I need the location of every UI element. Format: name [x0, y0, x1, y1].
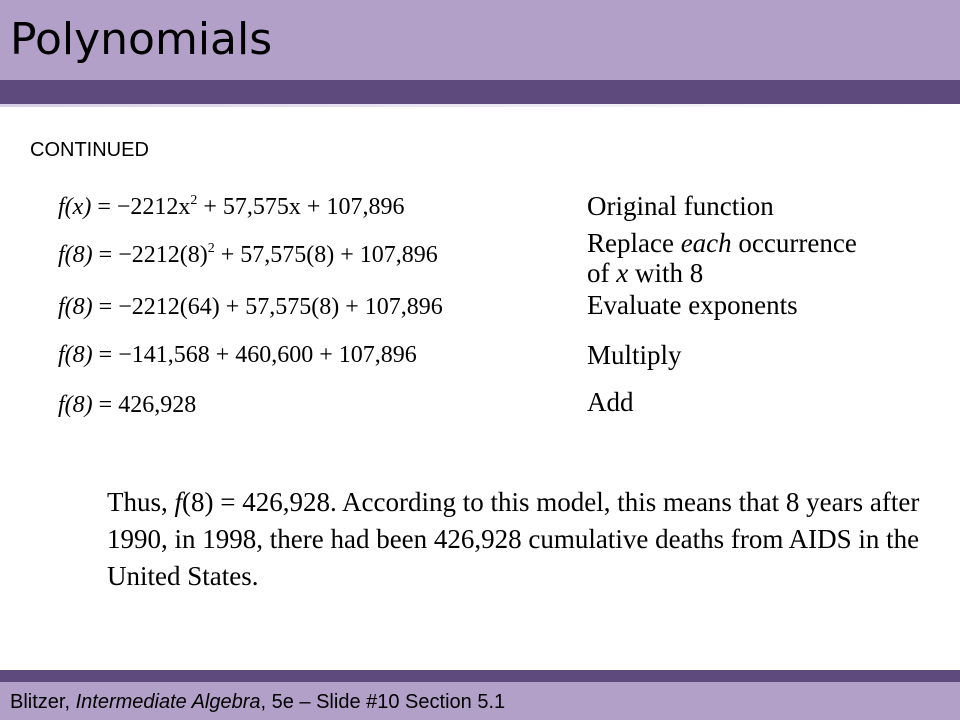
equation-3: [58, 292, 443, 322]
equation-rhs: = −2212(64) + 57,575(8) + 107,896: [92, 294, 443, 320]
conclusion-function: f: [174, 487, 183, 517]
equation-4: [58, 340, 417, 370]
slide-title: Polynomials: [10, 14, 273, 65]
equation-rhs: = −2212x: [91, 194, 191, 220]
step-replace-line1: [587, 228, 857, 258]
footer-author: Blitzer,: [10, 691, 76, 713]
equation-lhs: f(8): [58, 294, 93, 320]
equation-exponent: 2: [207, 241, 215, 256]
step-text: of: [587, 258, 617, 288]
equation-1: [58, 192, 404, 222]
equation-exponent: 2: [190, 193, 198, 208]
header-band: [0, 80, 960, 104]
equation-rhs-tail: + 57,575x + 107,896: [197, 194, 405, 220]
conclusion-lead: Thus,: [107, 487, 175, 517]
step-variable: x: [616, 258, 629, 288]
equation-lhs: f(8): [58, 392, 93, 418]
step-text: occurrence: [731, 228, 857, 258]
step-multiply: Multiply: [587, 340, 682, 370]
conclusion-text: (8) = 426,928. According to this model, this means that 8 years after 1990, in 1998, there had been 426,928 cumulative deaths from AIDS in the United States.: [107, 487, 920, 591]
step-add: Add: [587, 387, 634, 417]
step-emphasis: each: [680, 228, 732, 258]
equation-lhs: f(8): [58, 342, 93, 368]
equation-rhs: = −2212(8): [92, 242, 208, 268]
step-evaluate: Evaluate exponents: [587, 290, 798, 320]
footer-slide-info: , 5e – Slide #10 Section 5.1: [260, 691, 506, 713]
step-text: with 8: [628, 258, 704, 288]
footer-band: [0, 670, 960, 682]
step-text: Replace: [587, 228, 681, 258]
footer-book-title: Intermediate Algebra: [75, 691, 261, 713]
equation-lhs: f(8): [58, 242, 93, 268]
footer-credit: [10, 689, 505, 715]
continued-label: CONTINUED: [30, 139, 149, 161]
equation-lhs: f(x): [58, 194, 92, 220]
equation-rhs-tail: + 57,575(8) + 107,896: [214, 242, 438, 268]
equation-rhs: = 426,928: [92, 392, 197, 418]
equation-rhs: = −141,568 + 460,600 + 107,896: [92, 342, 417, 368]
step-replace-line2: [587, 258, 703, 288]
equation-2: [58, 240, 438, 270]
conclusion-paragraph: [107, 484, 927, 595]
equation-5: [58, 390, 196, 420]
step-original: Original function: [587, 191, 774, 221]
header-underline: [0, 104, 960, 107]
